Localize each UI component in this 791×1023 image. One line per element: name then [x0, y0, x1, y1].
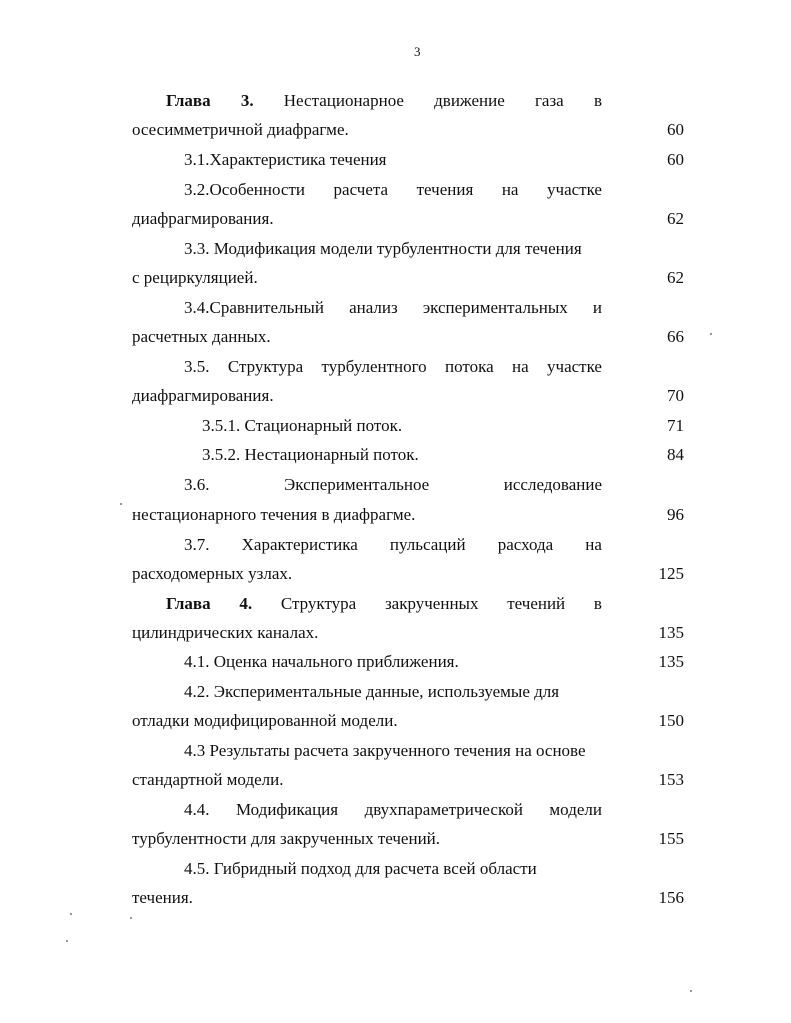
word: на — [585, 535, 602, 554]
toc-entry-3-7-line2: расходомерных узлах. — [132, 564, 293, 583]
toc-entry-4-3-line1: 4.3 Результаты расчета закрученного течения на основе — [184, 741, 586, 760]
word: в — [593, 594, 602, 613]
page-ref: 135 — [658, 652, 684, 671]
toc-entry-3-6-line1 — [184, 473, 602, 497]
word: участке — [547, 357, 602, 376]
word: экспериментальных — [422, 298, 568, 317]
word: течения — [416, 180, 474, 199]
scan-speck — [710, 333, 712, 335]
toc-entry-3-4-line1 — [184, 296, 602, 320]
page-ref: 156 — [658, 888, 684, 907]
word: в — [593, 91, 602, 110]
toc-entry-3-3-line2: с рециркуляцией. — [132, 268, 258, 287]
word: закрученных — [384, 594, 479, 613]
word: участке — [547, 180, 602, 199]
word: на — [501, 180, 519, 199]
toc-entry-3-7-line1 — [184, 533, 602, 557]
word: Структура — [227, 357, 304, 376]
page-ref: 70 — [667, 386, 684, 405]
toc-entry-3-5-1: 3.5.1. Стационарный поток. — [202, 416, 403, 435]
page-ref: 155 — [658, 829, 684, 848]
word: Нестационарное — [283, 91, 404, 110]
word: расхода — [497, 535, 554, 554]
toc-entry-chapter-4-line2: цилиндрических каналах. — [132, 623, 319, 642]
word: 3.7. — [184, 535, 210, 554]
word: турбулентного — [321, 357, 427, 376]
word: 3.5. — [184, 357, 210, 376]
word: расчета — [333, 180, 389, 199]
toc-entry-3-6-line2: нестационарного течения в диафрагме. — [132, 505, 416, 524]
toc-entry-3-2-line1 — [184, 178, 602, 202]
word: анализ — [349, 298, 398, 317]
toc-entry-4-4-line2: турбулентности для закрученных течений. — [132, 829, 441, 848]
word: Модификация — [235, 800, 339, 819]
toc-entry-4-2-line1: 4.2. Экспериментальные данные, используемые для — [184, 682, 560, 701]
scan-speck — [130, 917, 132, 919]
word: потока — [445, 357, 494, 376]
word: 4. — [239, 594, 253, 613]
toc-entry-3-5-2: 3.5.2. Нестационарный поток. — [202, 445, 419, 464]
scan-speck — [690, 990, 692, 992]
word: Экспериментальное — [284, 475, 430, 494]
word: 3.2.Особенности — [184, 180, 305, 199]
scan-speck — [70, 913, 72, 915]
word: на — [512, 357, 529, 376]
page-ref: 62 — [667, 268, 684, 287]
toc-entry-3-2-line2: диафрагмирования. — [132, 209, 274, 228]
toc-entry-chapter-3-line1 — [166, 89, 602, 113]
scan-speck — [66, 940, 68, 942]
toc-entry-3-3-line1: 3.3. Модификация модели турбулентности для течения — [184, 239, 582, 258]
page-ref: 71 — [667, 416, 684, 435]
word: 4.4. — [184, 800, 210, 819]
page-ref: 84 — [667, 445, 684, 464]
word: 3. — [240, 91, 254, 110]
scan-speck — [120, 503, 122, 505]
toc-entry-4-1: 4.1. Оценка начального приближения. — [184, 652, 459, 671]
page-ref: 96 — [667, 505, 684, 524]
toc-entry-chapter-3-line2: осесимметричной диафрагме. — [132, 120, 349, 139]
toc-entry-4-5-line2: течения. — [132, 888, 193, 907]
word: пульсаций — [389, 535, 466, 554]
toc-entry-chapter-4-line1 — [166, 592, 602, 616]
page-ref: 125 — [658, 564, 684, 583]
toc-entry-3-1: 3.1.Характеристика течения — [184, 150, 387, 169]
word: Глава — [166, 594, 211, 613]
page-ref: 150 — [658, 711, 684, 730]
word: Глава — [166, 91, 211, 110]
toc-entry-4-3-line2: стандартной модели. — [132, 770, 284, 789]
toc-entry-3-5-line1 — [184, 355, 602, 379]
word: исследование — [503, 475, 602, 494]
page-ref: 62 — [667, 209, 684, 228]
page-ref: 60 — [667, 150, 684, 169]
toc-entry-4-5-line1: 4.5. Гибридный подход для расчета всей области — [184, 859, 537, 878]
page-ref: 60 — [667, 120, 684, 139]
word: Структура — [280, 594, 357, 613]
word: течений — [507, 594, 566, 613]
word: Характеристика — [241, 535, 358, 554]
toc-entry-4-4-line1 — [184, 798, 602, 822]
word: 3.4.Сравнительный — [184, 298, 324, 317]
word: двухпараметрической — [364, 800, 523, 819]
word: движение — [434, 91, 505, 110]
page-ref: 66 — [667, 327, 684, 346]
toc-entry-4-2-line2: отладки модифицированной модели. — [132, 711, 398, 730]
toc-entry-3-5-line2: диафрагмирования. — [132, 386, 274, 405]
page-ref: 153 — [658, 770, 684, 789]
page-number: 3 — [414, 44, 421, 59]
word: и — [592, 298, 602, 317]
word: газа — [534, 91, 564, 110]
toc-entry-3-4-line2: расчетных данных. — [132, 327, 271, 346]
word: 3.6. — [184, 475, 210, 494]
page-ref: 135 — [658, 623, 684, 642]
word: модели — [549, 800, 602, 819]
